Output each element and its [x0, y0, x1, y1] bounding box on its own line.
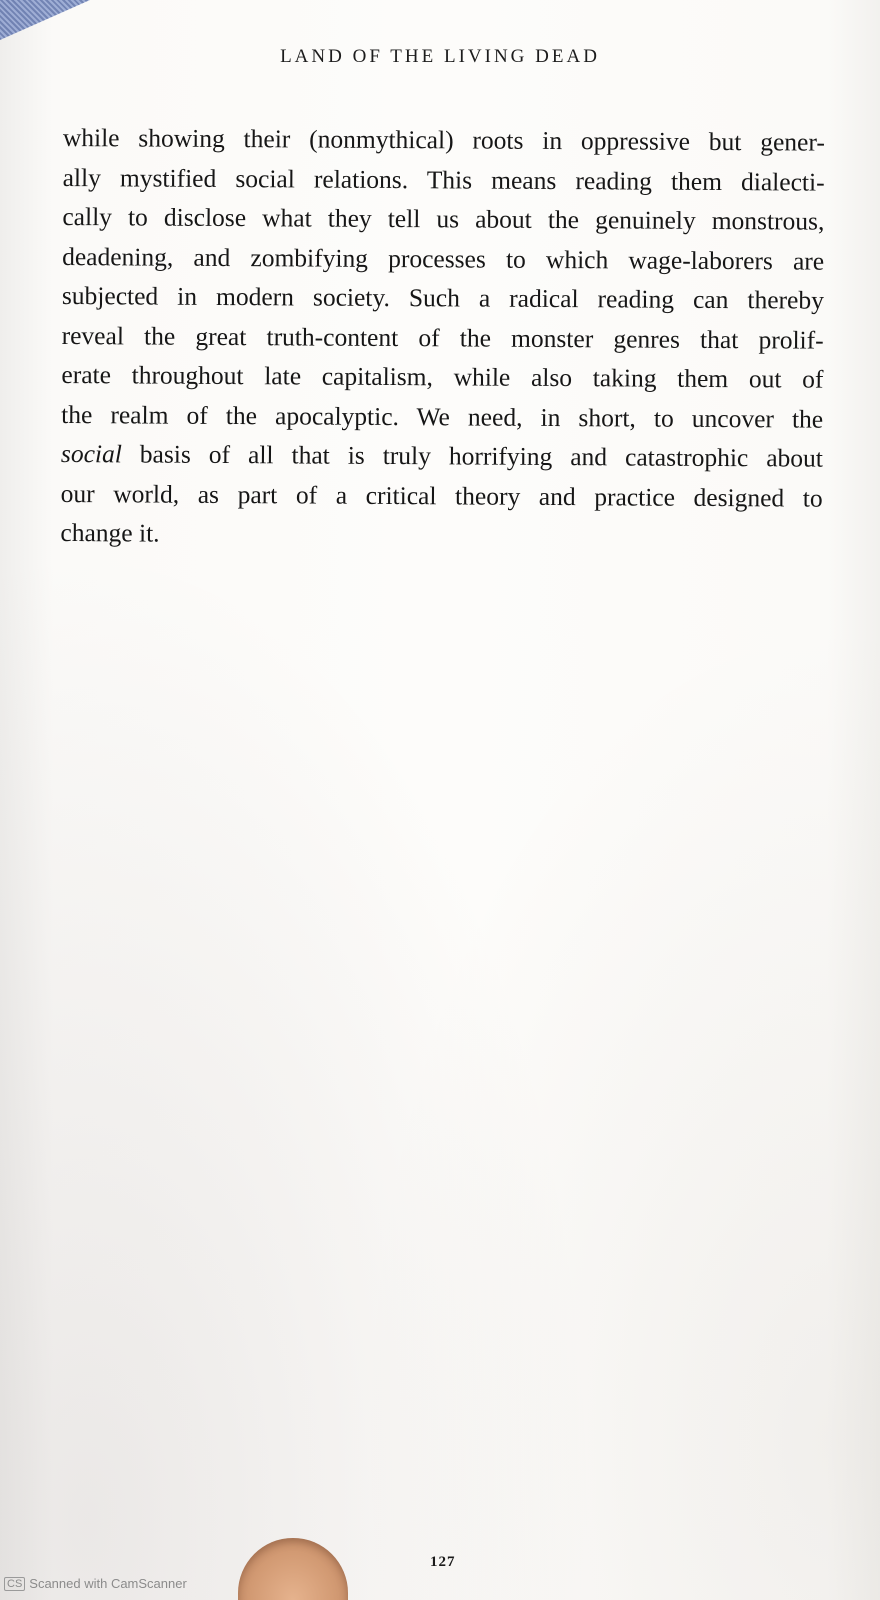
text-line: erate throughout late capitalism, while also taking them out of — [61, 359, 824, 394]
text-line: subjected in modern society. Such a radical reading can thereby — [61, 280, 824, 315]
text-line: deadening, and zombifying processes to which wage-laborers are — [62, 241, 825, 276]
page-number: 127 — [430, 1554, 456, 1570]
italic-word: social — [60, 438, 122, 469]
text-line: while showing their (nonmythical) roots in oppressive but gener- — [62, 122, 825, 157]
text-line: ally mystified social relations. This means reading them dialecti- — [62, 162, 825, 197]
body-paragraph — [60, 118, 825, 557]
text-line-last: change it. — [60, 517, 160, 548]
camscanner-logo-icon: CS — [4, 1577, 25, 1591]
text-line: reveal the great truth-content of the monster genres that prolif- — [61, 320, 824, 355]
running-head: LAND OF THE LIVING DEAD — [280, 46, 600, 67]
text-line: our world, as part of a critical theory and practice designed to — [60, 478, 823, 513]
text-line — [61, 434, 823, 478]
thumb-on-page — [238, 1538, 348, 1600]
fabric-corner — [0, 0, 90, 40]
scanner-watermark — [4, 1576, 187, 1591]
text-line-rest: basis of all that is truly horrifying and catastrophic about — [121, 439, 824, 473]
text-line: cally to disclose what they tell us about the genuinely monstrous, — [62, 201, 825, 236]
text-line: the realm of the apocalyptic. We need, in short, to uncover the — [61, 399, 824, 434]
scanner-text: Scanned with CamScanner — [29, 1576, 187, 1591]
